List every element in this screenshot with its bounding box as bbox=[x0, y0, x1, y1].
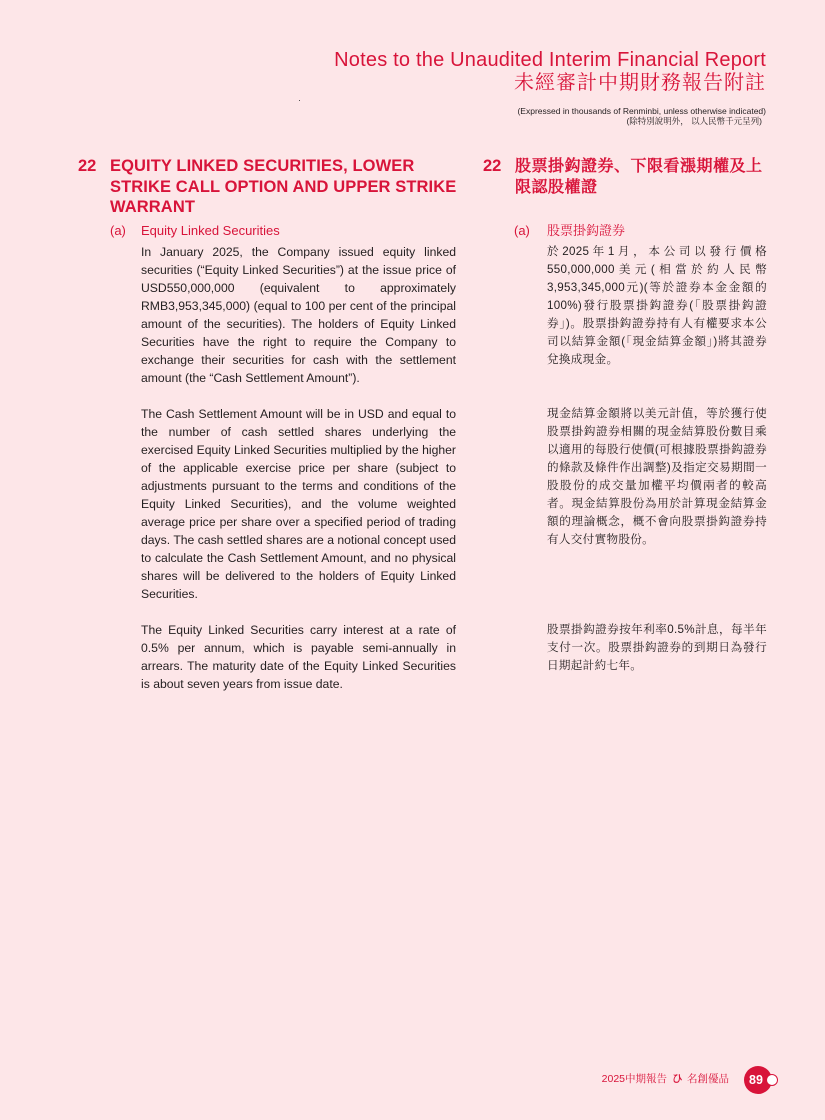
expressed-note-en: (Expressed in thousands of Renminbi, unless otherwise indicated) bbox=[517, 106, 766, 116]
brand-logo-icon: ひ bbox=[672, 1073, 683, 1085]
page-ring-icon bbox=[766, 1074, 778, 1086]
subsection-label-en: (a) bbox=[110, 223, 126, 238]
paragraph-en-2: The Cash Settlement Amount will be in USD and equal to the number of cash settled shares underlying the exercised Equity Linked Securities multiplied by the higher of the applicable exercise price per share (subject to adjustments pursuant to the terms and conditions of the Equity Linked Securities), and the volume weighted average price per share over a specified period of trading days. The cash settled shares are a notional concept used to calculate the Cash Settlement Amount, and no physical shares will be delivered to the holders of Equity Linked Securities. bbox=[141, 407, 456, 601]
section-title-en: EQUITY LINKED SECURITIES, LOWER STRIKE CALL OPTION AND UPPER STRIKE WARRANT bbox=[110, 157, 457, 216]
expressed-note-zh: (除特別說明外， 以人民幣千元呈列) bbox=[626, 116, 762, 126]
paragraph-en-3: The Equity Linked Securities carry interest at a rate of 0.5% per annum, which is payable semi-annually in arrears. The maturity date of the Equity Linked Securities is about seven years from issue date. bbox=[141, 623, 456, 691]
subsection-title-zh: 股票掛鈎證券 bbox=[547, 223, 626, 238]
subsection-label-zh: (a) bbox=[514, 223, 530, 238]
subsection-title-en: Equity Linked Securities bbox=[141, 223, 280, 238]
footer-report-label: 2025中期報告 bbox=[601, 1073, 667, 1085]
section-title-zh: 股票掛鈎證券、下限看漲期權及上限認股權證 bbox=[515, 158, 763, 196]
header-title-zh: 未經審計中期財務報告附註 bbox=[514, 72, 766, 94]
paragraph-zh-2: 現金結算金額將以美元計值，等於獲行使股票掛鈎證券相關的現金結算股份數目乘以適用的每股行使價(可根據股票掛鈎證券的條款及條件作出調整)及指定交易期間一股股份的成交量加權平均價兩者的較高者。現金結算股份為用於計算現金結算金額的理論概念，概不會向股票掛鈎證券持有人交付實物股份。 bbox=[547, 407, 767, 546]
stray-dot bbox=[299, 100, 300, 101]
section-number-en: 22 bbox=[78, 157, 97, 175]
header-title-en: Notes to the Unaudited Interim Financial Report bbox=[334, 49, 766, 71]
paragraph-zh-3: 股票掛鈎證券按年利率0.5%計息，每半年支付一次。股票掛鈎證券的到期日為發行日期起計約七年。 bbox=[547, 623, 767, 672]
page-number: 89 bbox=[744, 1066, 772, 1094]
footer-brand-name: 名創優品 bbox=[687, 1073, 729, 1085]
paragraph-en-1: In January 2025, the Company issued equity linked securities (“Equity Linked Securities”) at the issue price of USD550,000,000 (equivalent to approximately RMB3,953,345,000) (equal to 100 per cent of the principal amount of the securities). The holders of Equity Linked Securities have the right to require the Company to exchange their securities for cash with the settlement amount (the “Cash Settlement Amount”). bbox=[141, 245, 456, 385]
section-number-zh: 22 bbox=[483, 157, 502, 175]
paragraph-zh-1: 於2025年1月，本公司以發行價格550,000,000美元(相當於約人民幣3,953,345,000元)(等於證券本金金額的100%)發行股票掛鈎證券(「股票掛鈎證券」)。股票掛鈎證券持有人有權要求本公司以結算金額(「現金結算金額」)將其證券兌換成現金。 bbox=[547, 245, 767, 366]
